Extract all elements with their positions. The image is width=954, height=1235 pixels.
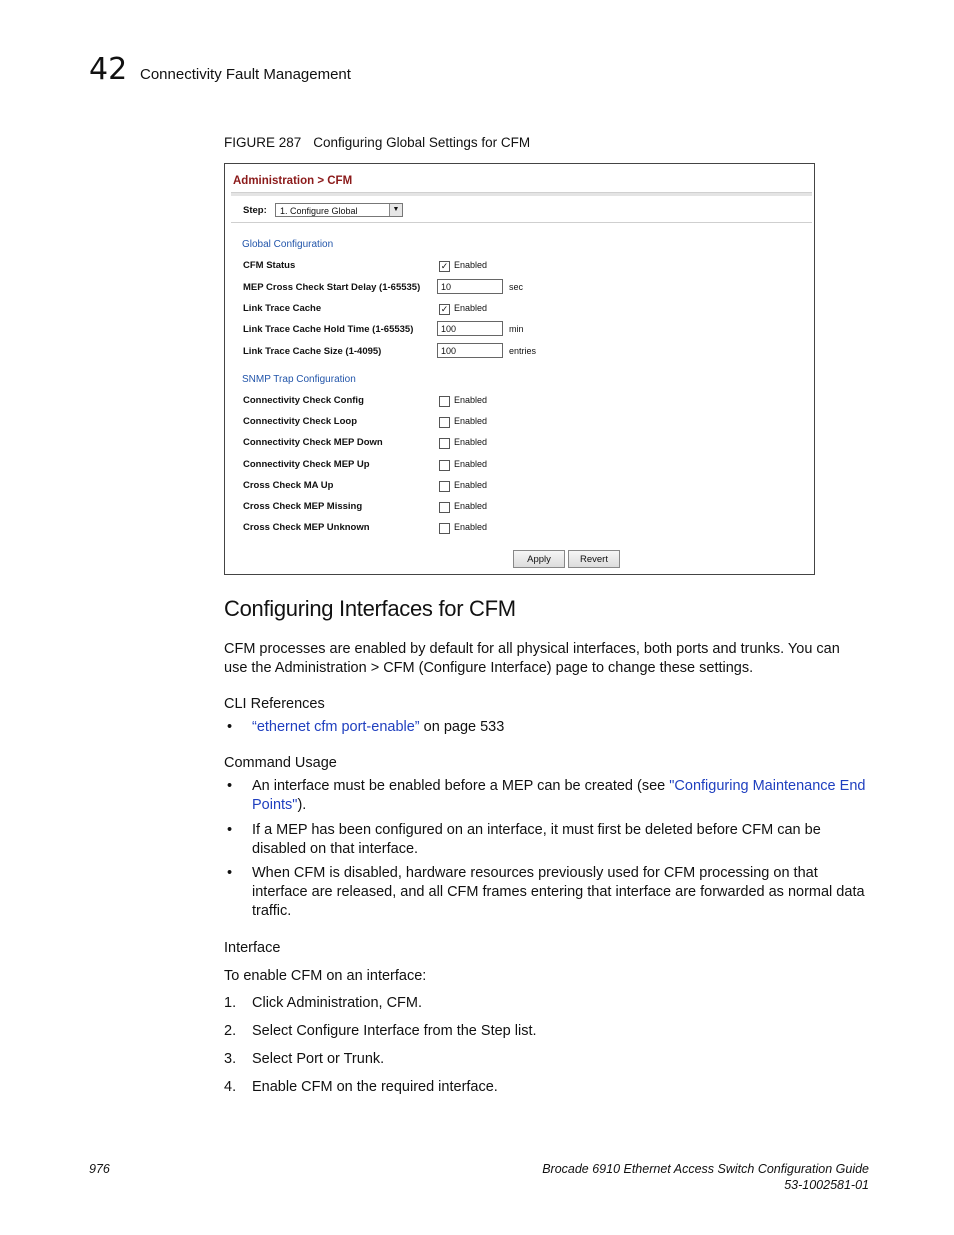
document-code: 53-1002581-01 [784, 1178, 869, 1192]
revert-button[interactable]: Revert [568, 550, 620, 568]
step-text: Select Configure Interface from the Step list. [252, 1023, 537, 1039]
cross-check-mep-unknown-checkbox[interactable] [439, 523, 450, 534]
unit-label: entries [509, 346, 537, 356]
checkbox-text: Enabled [454, 459, 488, 469]
chapter-number: 42 [89, 52, 128, 87]
usage-1-text: An interface must be enabled before a MEP can be created (see [252, 778, 670, 794]
step-item [224, 1023, 537, 1039]
chapter-title: Connectivity Fault Management [140, 66, 351, 83]
row-label: Connectivity Check Loop [243, 416, 358, 427]
figure-caption [224, 135, 530, 150]
bullet-icon: • [227, 865, 233, 881]
checkbox-text: Enabled [454, 522, 488, 532]
command-usage-heading: Command Usage [224, 755, 337, 771]
step-item [224, 1079, 498, 1095]
row-label: Connectivity Check MEP Up [243, 459, 370, 470]
cc-mep-up-checkbox[interactable] [439, 460, 450, 471]
cross-check-mep-missing-checkbox[interactable] [439, 502, 450, 513]
figure-title: Configuring Global Settings for CFM [313, 135, 531, 150]
interface-heading: Interface [224, 940, 281, 956]
row-cross-check-mep-missing [243, 501, 643, 515]
usage-3-text: When CFM is disabled, hardware resources previously used for CFM processing on that interface are released, and all CFM frames entering that interface are forwarded as normal data traffic. [252, 865, 865, 919]
step-divider [231, 222, 812, 223]
row-label: Cross Check MEP Unknown [243, 522, 370, 533]
step-select[interactable] [275, 203, 403, 217]
step-item [224, 1051, 384, 1067]
maintenance-end-points-link[interactable]: "Configuring Maintenance End Points" [252, 778, 866, 813]
row-label: Connectivity Check Config [243, 395, 364, 406]
unit-label: min [509, 324, 524, 334]
row-link-trace-cache [243, 303, 643, 317]
row-mep-cross-check-delay [243, 282, 643, 296]
link-trace-cache-checkbox[interactable]: ✓ [440, 304, 449, 314]
cross-check-ma-up-checkbox[interactable] [439, 481, 450, 492]
bullet-icon: • [227, 778, 233, 794]
row-cc-mep-up [243, 459, 643, 473]
step-item [224, 995, 422, 1011]
row-label: Link Trace Cache [243, 303, 322, 314]
cli-reference-suffix: on page 533 [419, 719, 505, 735]
page-number: 976 [89, 1162, 110, 1176]
global-config-heading: Global Configuration [242, 239, 334, 250]
cfm-status-checkbox[interactable]: ✓ [440, 261, 449, 271]
snmp-trap-heading: SNMP Trap Configuration [242, 374, 356, 385]
apply-button[interactable]: Apply [513, 550, 565, 568]
row-cross-check-mep-unknown [243, 522, 643, 536]
cc-mep-down-checkbox[interactable] [439, 438, 450, 449]
step-number: 1. [224, 995, 237, 1011]
row-label: CFM Status [243, 260, 296, 271]
cfm-screenshot [224, 163, 815, 575]
section-title: Configuring Interfaces for CFM [224, 596, 516, 621]
step-text: Select Port or Trunk. [252, 1051, 385, 1067]
row-label: Cross Check MA Up [243, 480, 334, 491]
checkbox-text: Enabled [454, 303, 488, 313]
step-select-value: 1. Configure Global [280, 206, 358, 216]
step-number: 2. [224, 1023, 237, 1039]
step-text: Enable CFM on the required interface. [252, 1079, 498, 1095]
row-label: MEP Cross Check Start Delay (1-65535) [243, 282, 421, 293]
row-link-trace-hold-time [243, 324, 643, 338]
checkbox-text: Enabled [454, 260, 488, 270]
interface-intro: To enable CFM on an interface: [224, 968, 427, 984]
step-number: 3. [224, 1051, 237, 1067]
screenshot-title: Administration > CFM [233, 175, 353, 187]
row-label: Cross Check MEP Missing [243, 501, 363, 512]
row-cc-mep-down [243, 437, 643, 451]
unit-label: sec [509, 282, 524, 292]
row-label: Link Trace Cache Size (1-4095) [243, 346, 382, 357]
cc-loop-checkbox[interactable] [439, 417, 450, 428]
step-text: Click Administration, CFM. [252, 995, 423, 1011]
checkbox-text: Enabled [454, 416, 488, 426]
checkbox-text: Enabled [454, 395, 488, 405]
link-trace-cache-size-input[interactable]: 100 [437, 343, 503, 358]
cli-references-heading: CLI References [224, 696, 325, 712]
row-link-trace-cache-size [243, 346, 643, 360]
row-cross-check-ma-up [243, 480, 643, 494]
usage-2-text: If a MEP has been configured on an interface, it must first be deleted before CFM can be disabled on that interface. [252, 822, 821, 857]
figure-label: FIGURE 287 [224, 135, 302, 150]
step-label: Step: [243, 205, 267, 216]
checkbox-text: Enabled [454, 437, 488, 447]
step-number: 4. [224, 1079, 237, 1095]
row-cfm-status [243, 260, 643, 274]
chevron-down-icon[interactable]: ▼ [389, 204, 402, 216]
checkbox-text: Enabled [454, 501, 488, 511]
title-divider [231, 192, 812, 196]
row-cc-loop [243, 416, 643, 430]
mep-cross-check-delay-input[interactable]: 10 [437, 279, 503, 294]
document-title: Brocade 6910 Ethernet Access Switch Configuration Guide [542, 1162, 869, 1176]
usage-1-end: ). [297, 797, 307, 813]
row-cc-config [243, 395, 643, 409]
bullet-icon: • [227, 822, 233, 838]
bullet-icon: • [227, 719, 233, 735]
section-intro: CFM processes are enabled by default for all physical interfaces, both ports and trunks. You can use the Administration > CFM (Configure Interface) page to change these settings. [224, 641, 840, 676]
link-trace-hold-time-input[interactable]: 100 [437, 321, 503, 336]
cli-reference-link[interactable]: “ethernet cfm port-enable” [252, 719, 420, 735]
row-label: Connectivity Check MEP Down [243, 437, 383, 448]
cc-config-checkbox[interactable] [439, 396, 450, 407]
row-label: Link Trace Cache Hold Time (1-65535) [243, 324, 414, 335]
checkbox-text: Enabled [454, 480, 488, 490]
